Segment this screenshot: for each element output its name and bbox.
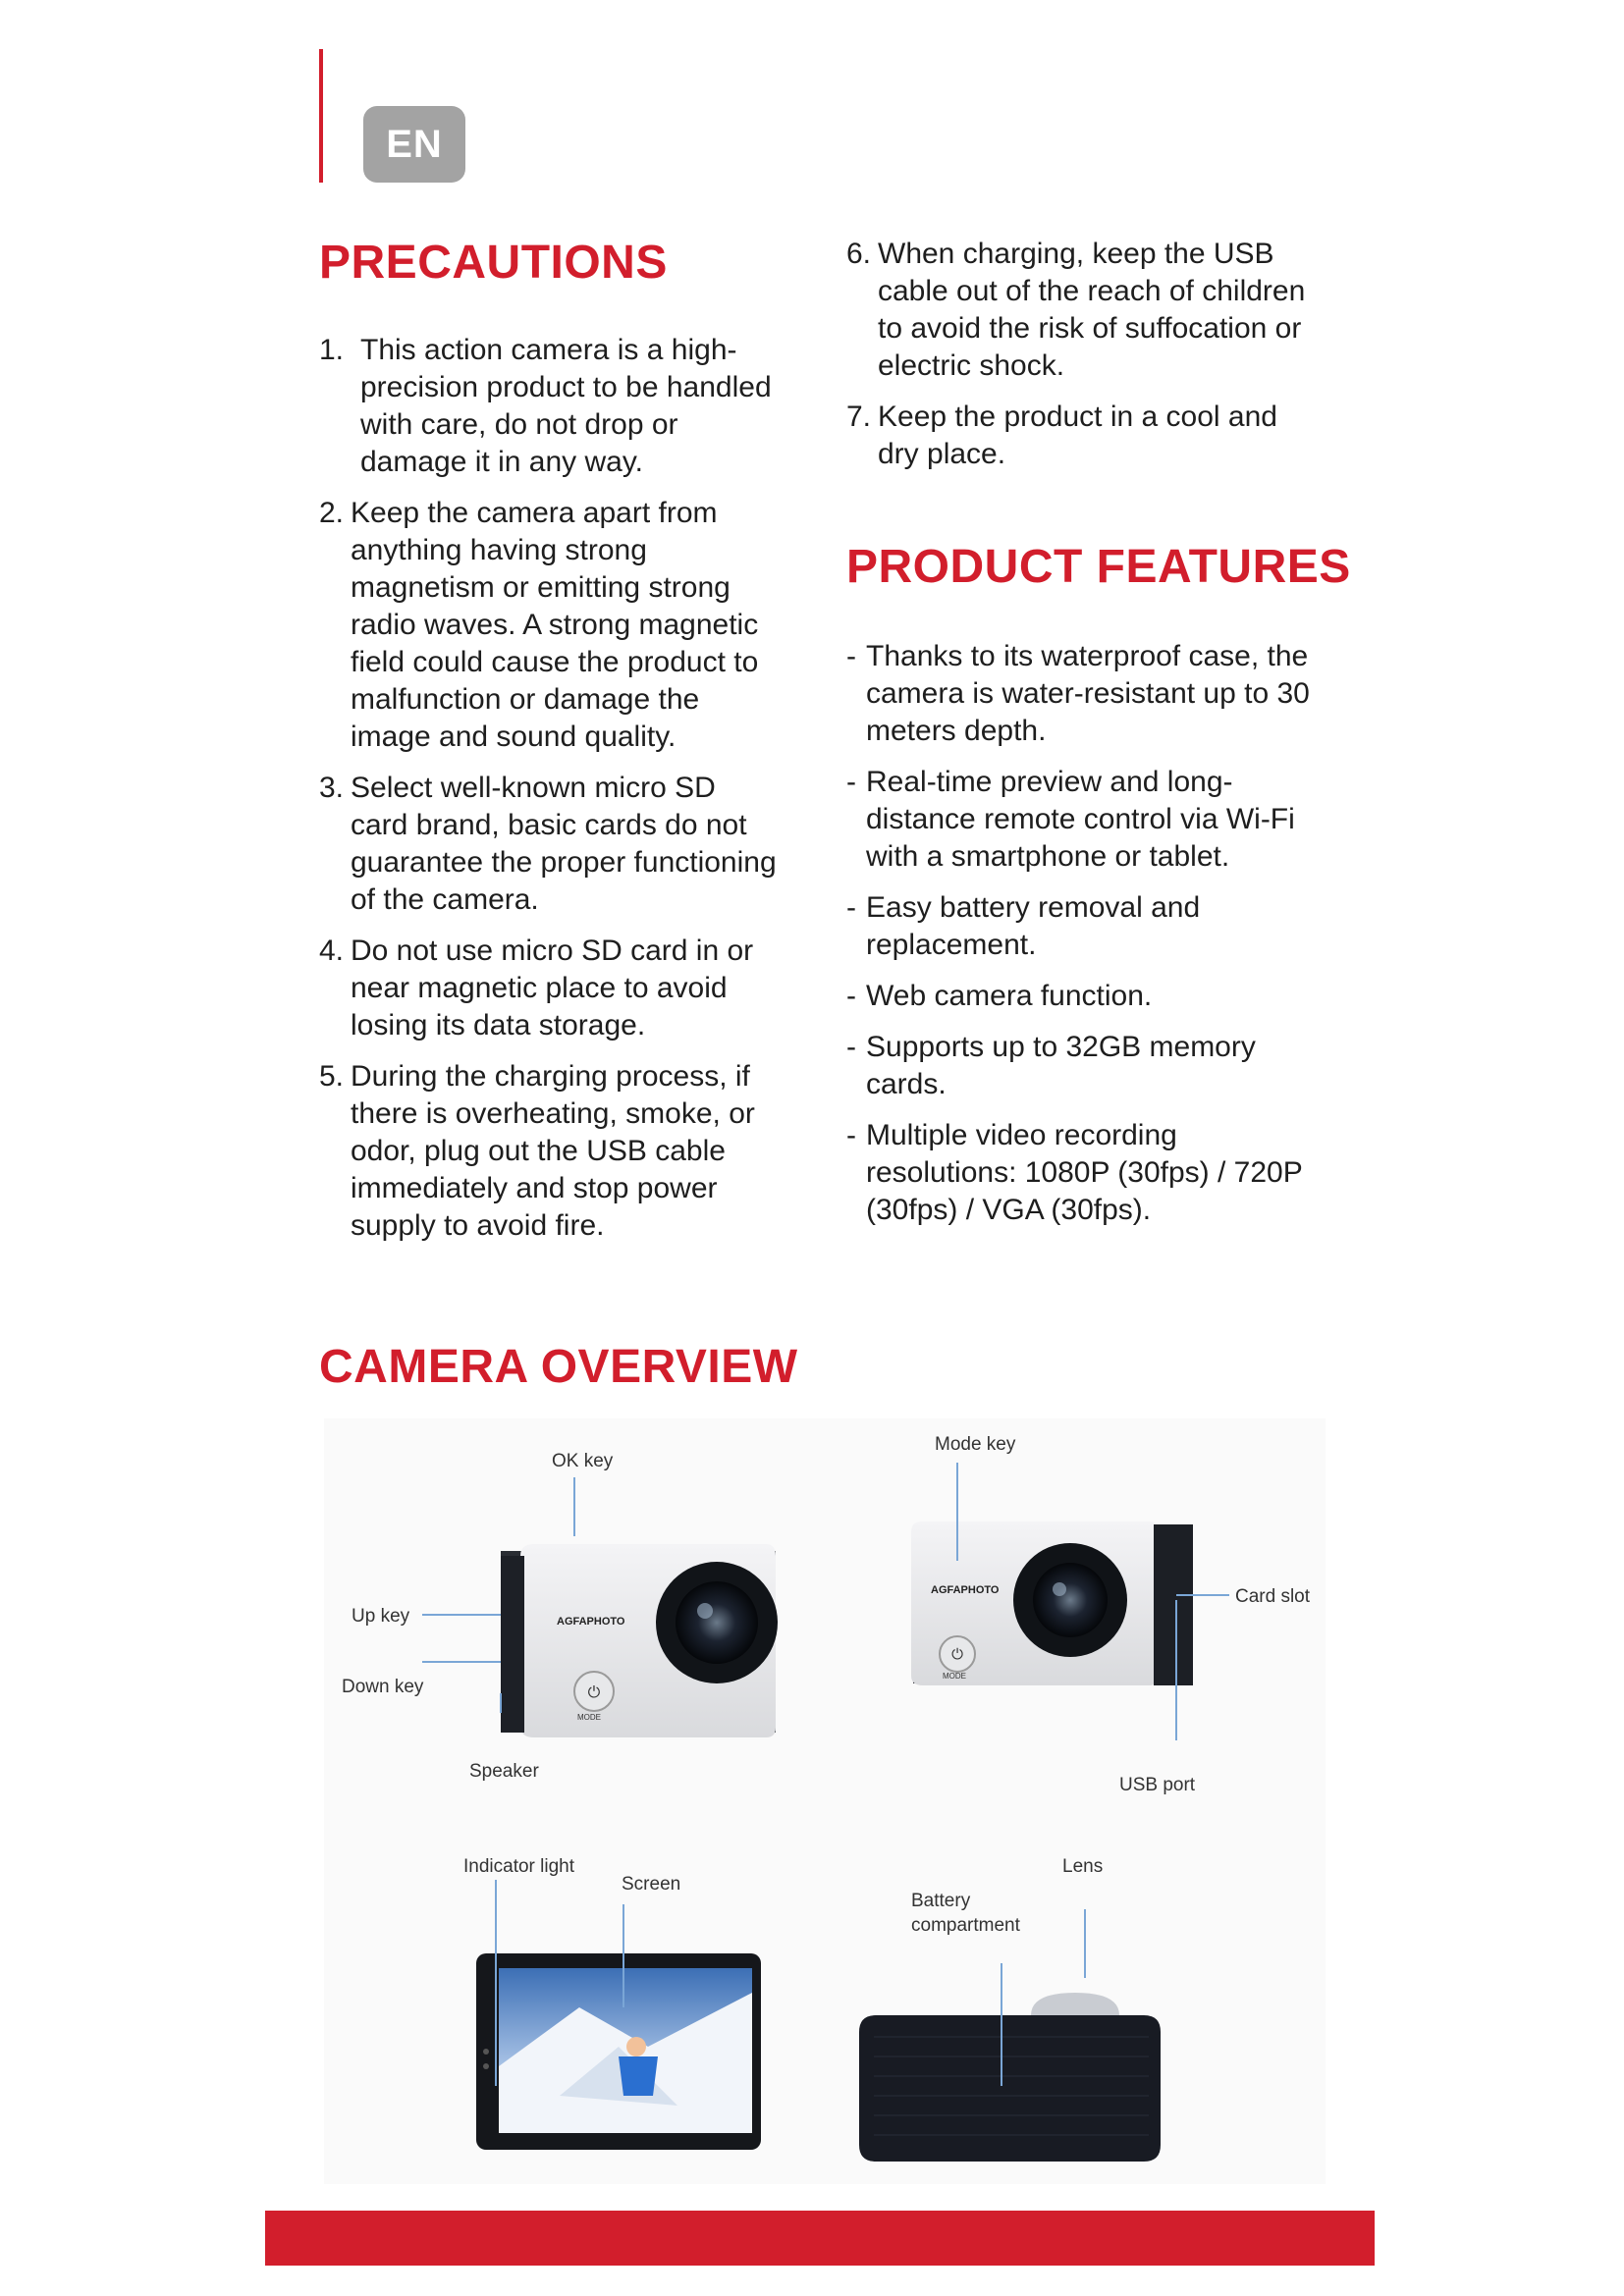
feature-item: - Multiple video recording resolutions: 1080P (30fps) / 720P (30fps) / VGA (30fps). [846,1119,1303,1226]
label-up-key: Up key [352,1606,410,1627]
label-ok-key: OK key [552,1451,614,1471]
feature-item: - Easy battery removal and replacement. [846,891,1201,961]
camera-bottom-view [859,1993,1161,2162]
camera-overview-figure [324,1418,1326,2184]
camera-front-view [501,1544,778,1737]
mode-text-1: MODE [577,1713,601,1722]
precaution-item: 4. Do not use micro SD card in or near magnetic place to avoid losing its data storage. [319,934,754,1041]
mode-text-2: MODE [943,1672,966,1681]
precaution-item: 7. Keep the product in a cool and dry place. [846,400,1277,470]
camera-side-view [911,1522,1193,1685]
feature-item: - Web camera function. [846,980,1153,1012]
feature-item: - Thanks to its waterproof case, the camera is water-resistant up to 30 meters depth. [846,640,1310,747]
feature-item: - Supports up to 32GB memory cards. [846,1031,1256,1100]
features-list [846,638,1318,1243]
precaution-item: 2. Keep the camera apart from anything having strong magnetism or emitting strong radio waves. A strong magnetic field could cause the product to malfunction or damage the image and sound quality. [319,497,759,753]
precautions-list-right [846,236,1308,487]
camera-diagram [324,1418,1326,2184]
precautions-heading: PRECAUTIONS [319,237,668,289]
product-features-heading: PRODUCT FEATURES [846,541,1351,593]
label-mode-key: Mode key [935,1434,1016,1455]
label-usb-port: USB port [1119,1775,1196,1795]
camera-rear-view [476,1953,761,2150]
precaution-item: 6. When charging, keep the USB cable out of the reach of children to avoid the risk of suffocation or electric shock. [846,238,1306,382]
precaution-item: 5. During the charging process, if there is overheating, smoke, or odor, plug out the USB cable immediately and stop power supply to avoid fire. [319,1060,755,1242]
language-badge: EN [363,106,465,183]
label-lens: Lens [1062,1856,1104,1877]
label-battery-compartment: compartment [911,1915,1020,1936]
label-indicator-light: Indicator light [463,1856,575,1877]
brand-label-1: AGFAPHOTO [557,1616,625,1628]
camera-overview-heading: CAMERA OVERVIEW [319,1341,798,1393]
precaution-item: 3. Select well-known micro SD card brand, basic cards do not guarantee the proper functioning of the camera. [319,772,777,916]
precautions-list-left [319,332,781,1258]
brand-label-2: AGFAPHOTO [931,1584,1000,1596]
svg-text:⏻: ⏻ [587,1682,601,1701]
footer-accent-bar [265,2211,1375,2266]
label-down-key: Down key [342,1677,424,1697]
label-battery: Battery [911,1891,971,1911]
label-card-slot: Card slot [1235,1586,1311,1607]
svg-text:⏻: ⏻ [951,1645,963,1663]
header-accent-bar [319,49,323,183]
label-speaker: Speaker [469,1761,539,1782]
feature-item: - Real-time preview and long-distance remote control via Wi-Fi with a smartphone or tablet. [846,766,1295,873]
label-screen: Screen [622,1874,681,1895]
precaution-item: 1. This action camera is a high-precision product to be handled with care, do not drop or damage it in any way. [319,334,772,478]
